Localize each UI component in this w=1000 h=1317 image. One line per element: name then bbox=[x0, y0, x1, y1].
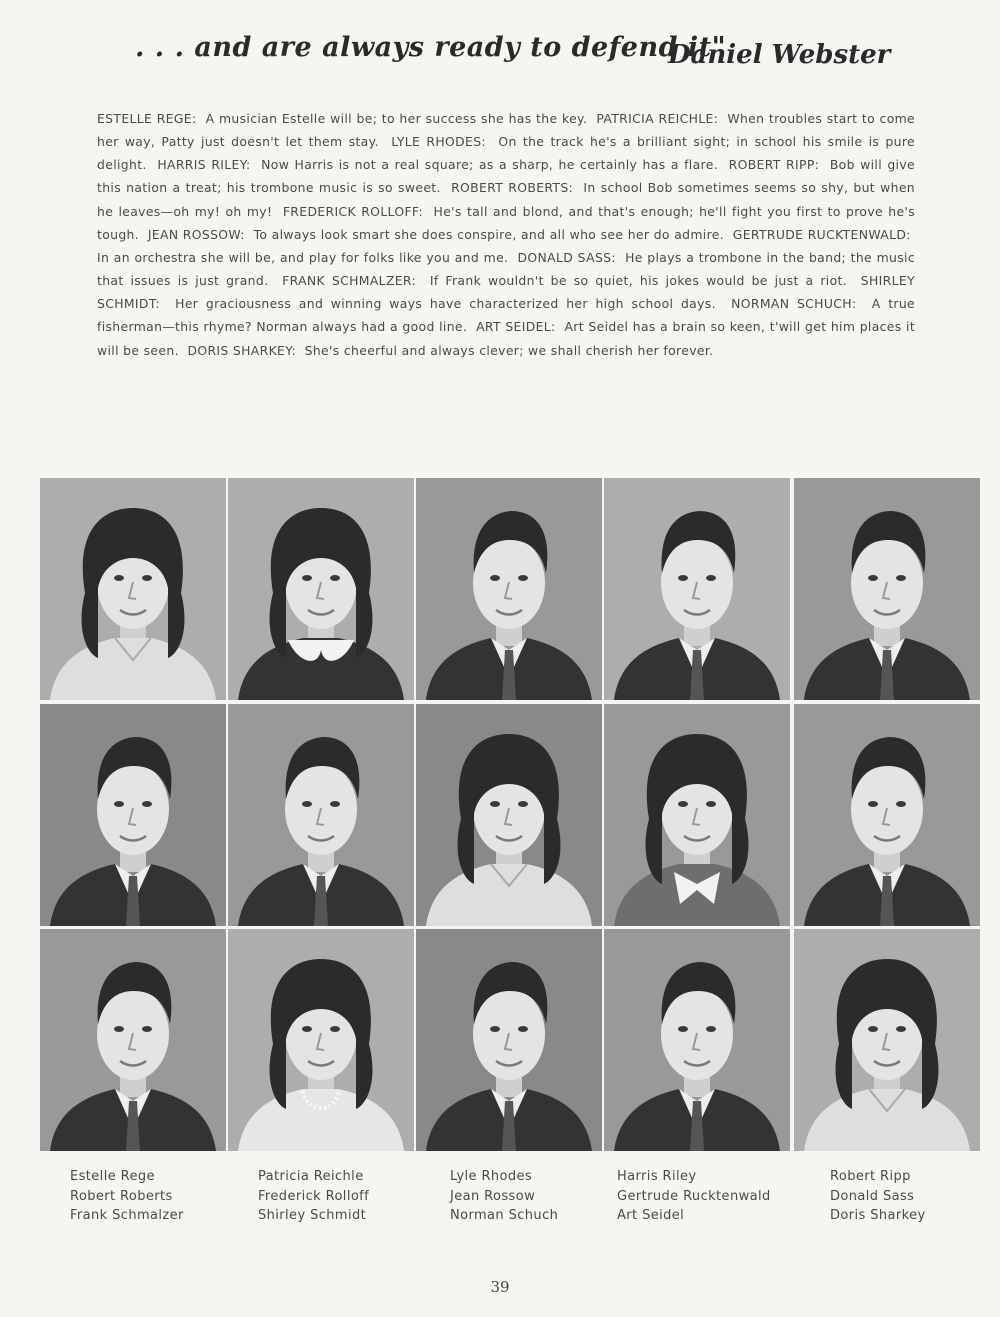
bio-text: She's cheerful and always clever; we shall cherish her forever. bbox=[304, 342, 714, 358]
caption-name: Doris Sharkey bbox=[830, 1208, 926, 1223]
student-portrait bbox=[228, 929, 414, 1151]
caption-name: Harris Riley bbox=[617, 1169, 697, 1184]
bio-text: If Frank wouldn't be so quiet, his jokes would be just a riot. bbox=[429, 273, 848, 289]
bio-name: ART SEIDEL: bbox=[476, 319, 556, 335]
student-portrait bbox=[794, 929, 980, 1151]
bio-name: FRANK SCHMALZER: bbox=[282, 273, 417, 289]
bio-name: SHIRLEY SCHMIDT: bbox=[97, 273, 915, 312]
caption-name: Jean Rossow bbox=[450, 1188, 536, 1204]
caption-name: Patricia Reichle bbox=[258, 1169, 364, 1184]
bio-entry bbox=[148, 227, 733, 242]
bio-name: JEAN ROSSOW: bbox=[147, 226, 245, 242]
student-portrait bbox=[40, 704, 226, 926]
caption-name: Robert Ripp bbox=[830, 1169, 911, 1184]
caption-name: Lyle Rhodes bbox=[450, 1169, 533, 1184]
bio-text: On the track he's a brilliant sight; in school his smile is pure delight. bbox=[97, 134, 915, 173]
caption-name: Estelle Rege bbox=[70, 1169, 155, 1184]
bio-name: LYLE RHODES: bbox=[391, 134, 486, 150]
bio-name: GERTRUDE RUCKTENWALD: bbox=[732, 226, 911, 242]
bio-text: A musician Estelle will be; to her success she has the key. bbox=[205, 111, 588, 126]
bio-text: He's tall and blond, and that's enough; he'll fight you first to prove he's tough. bbox=[97, 203, 916, 242]
student-portrait bbox=[604, 929, 790, 1151]
student-portrait bbox=[604, 478, 790, 700]
caption-name: Robert Roberts bbox=[70, 1188, 173, 1204]
caption-name: Frank Schmalzer bbox=[70, 1208, 184, 1223]
student-portrait bbox=[416, 704, 602, 926]
portrait-grid bbox=[40, 478, 980, 1151]
caption-column bbox=[830, 1167, 926, 1226]
bio-name: FREDERICK ROLLOFF: bbox=[282, 203, 423, 219]
student-portrait bbox=[416, 478, 602, 700]
bio-text: Bob will give this nation a treat; his trombone music is so sweet. bbox=[97, 157, 916, 196]
bio-text: Now Harris is not a real square; as a sharp, he certainly has a flare. bbox=[261, 157, 718, 173]
page-number: 39 bbox=[490, 1278, 510, 1296]
epigraph bbox=[0, 28, 1000, 78]
bio-text: A true fisherman—this rhyme? Norman always had a good line. bbox=[97, 296, 916, 335]
bio-text: Her graciousness and winning ways have characterized her high school days. bbox=[175, 296, 716, 312]
bio-name: HARRIS RILEY: bbox=[157, 157, 251, 173]
student-portrait bbox=[416, 929, 602, 1151]
caption-name: Gertrude Rucktenwald bbox=[617, 1188, 771, 1204]
bio-text: Art Seidel has a brain so keen, t'will get him places it will be seen. bbox=[97, 319, 916, 358]
bio-entry bbox=[157, 157, 728, 172]
bio-name: DONALD SASS: bbox=[517, 249, 616, 265]
caption-column bbox=[617, 1167, 771, 1226]
caption-name: Norman Schuch bbox=[450, 1208, 559, 1223]
student-portrait bbox=[40, 478, 226, 700]
bio-name: ESTELLE REGE: bbox=[97, 111, 197, 126]
student-portrait bbox=[40, 929, 226, 1151]
senior-bios bbox=[97, 107, 915, 362]
bio-text: To always look smart she does conspire, and all who see her do admire. bbox=[253, 226, 725, 242]
student-portrait bbox=[794, 704, 980, 926]
student-portrait bbox=[794, 478, 980, 700]
bio-name: ROBERT RIPP: bbox=[728, 157, 820, 173]
bio-text: He plays a trombone in the band; the music that issues is just grand. bbox=[97, 249, 915, 289]
caption-column bbox=[450, 1167, 558, 1226]
bio-entry bbox=[282, 273, 861, 288]
bio-text: In an orchestra she will be, and play for folks like you and me. bbox=[97, 249, 509, 265]
caption-name: Art Seidel bbox=[617, 1208, 685, 1223]
student-portrait bbox=[228, 704, 414, 926]
caption-name: Shirley Schmidt bbox=[258, 1208, 367, 1223]
epigraph-text: . . . and are always ready to defend it" bbox=[135, 32, 727, 63]
bio-text: In school Bob sometimes seems so shy, but when he leaves—oh my! oh my! bbox=[97, 180, 916, 219]
bio-name: ROBERT ROBERTS: bbox=[451, 180, 574, 196]
epigraph-author: Daniel Webster bbox=[668, 40, 891, 70]
caption-column bbox=[258, 1167, 369, 1226]
caption-column bbox=[70, 1167, 184, 1226]
caption-name: Donald Sass bbox=[830, 1188, 915, 1204]
student-portrait bbox=[604, 704, 790, 926]
caption-name: Frederick Rolloff bbox=[258, 1188, 370, 1204]
bio-entry bbox=[97, 111, 596, 126]
bio-name: NORMAN SCHUCH: bbox=[731, 296, 857, 312]
bio-name: DORIS SHARKEY: bbox=[187, 342, 297, 358]
bio-entry bbox=[187, 343, 717, 358]
portrait-captions bbox=[0, 1167, 1000, 1227]
bio-name: PATRICIA REICHLE: bbox=[596, 111, 719, 126]
bio-text: When troubles start to come her way, Patty just doesn't let them stay. bbox=[97, 111, 916, 150]
student-portrait bbox=[228, 478, 414, 700]
